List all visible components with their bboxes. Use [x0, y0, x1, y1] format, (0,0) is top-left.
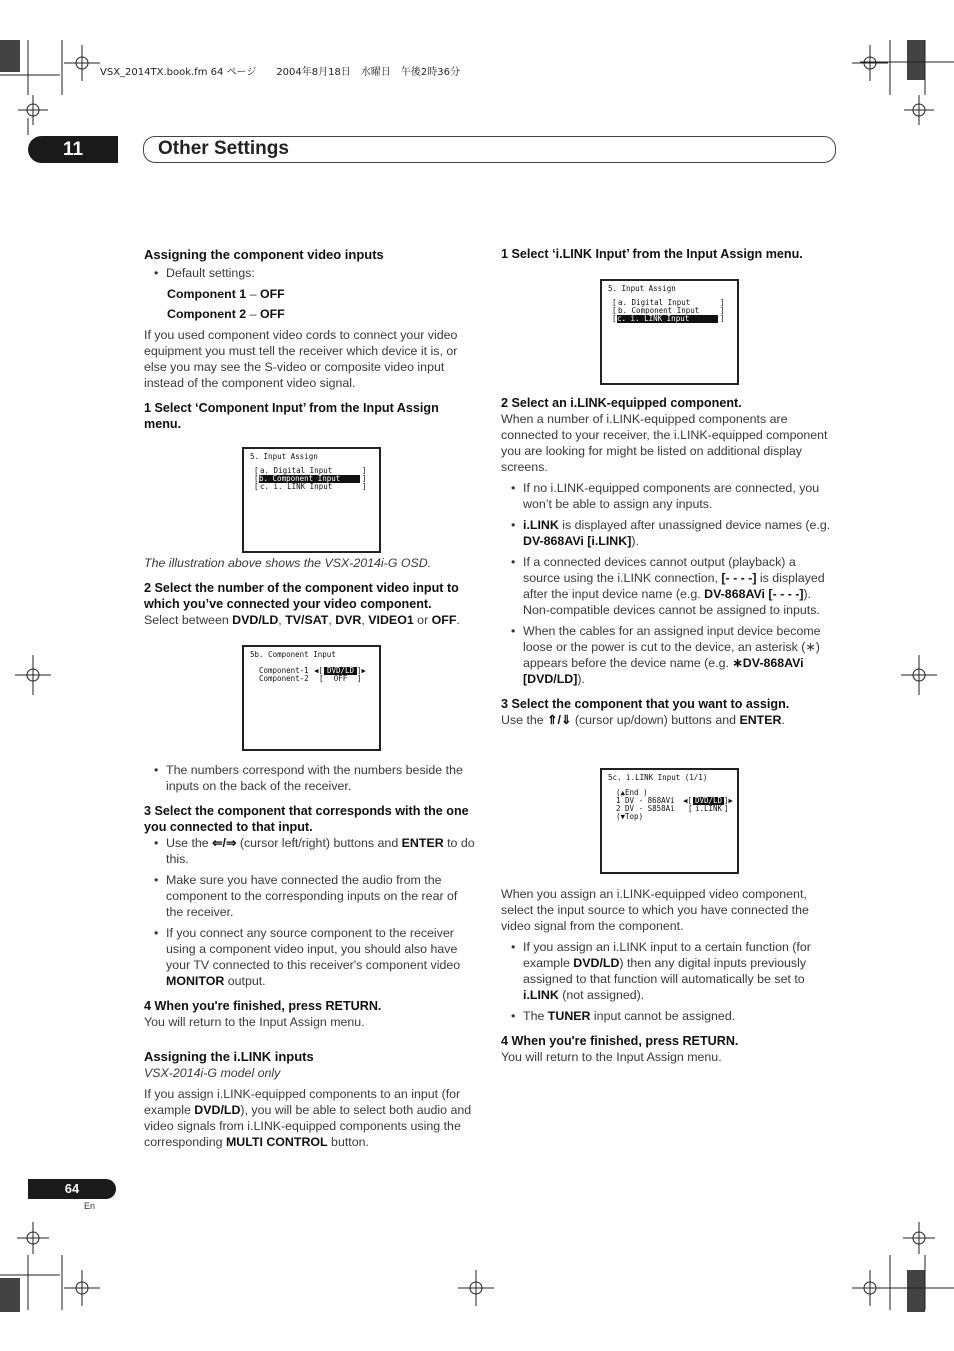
osd4-top: (▼Top) [616, 812, 644, 821]
note-unassigned: • i.LINK is displayed after unassigned device names (e.g. DV-868AVi [i.LINK]). [501, 517, 834, 549]
note-loose-cable: • When the cables for an assigned input device become loose or the power is cut to the device, an asterisk (∗) appears before the device name (e.g. ∗DV-868AVi [DVD/LD]). [501, 623, 834, 687]
right-column-2 [501, 395, 834, 728]
osd3-title: 5. Input Assign [608, 284, 676, 293]
left-column-3 [144, 762, 477, 1150]
component2-default: Component 2 – OFF [167, 307, 285, 321]
osd2-row1-label: Component-1 [259, 666, 309, 675]
right-column-3 [501, 886, 834, 1065]
osd-caption: The illustration above shows the VSX-2014i-G OSD. [144, 556, 432, 570]
step4-right-text: You will return to the Input Assign menu. [501, 1050, 722, 1064]
osd4-title: 5c. i.LINK Input (1/1) [608, 773, 708, 782]
default-settings-list [144, 265, 477, 281]
osd-component-input: 5b. Component Input Component-1 ◀[ DVD/LD ]▶ Component-2 [ OFF ] [242, 645, 381, 751]
osd2-row1-value: DVD/LD [324, 667, 357, 675]
osd4-row2: 2 DV - S858Ai [616, 804, 675, 813]
note-tuner: • The TUNER input cannot be assigned. [501, 1008, 834, 1024]
note-no-components: • If no i.LINK-equipped components are connected, you won’t be able to assign any inputs. [501, 480, 834, 512]
osd4-row1-value: DVD/LD [694, 796, 723, 805]
osd-ilink-input: 5c. i.LINK Input (1/1) (▲End ) 1 DV - 868AVi ◀[ DVD/LD ]▶ 2 DV - S858Ai [ i.LINK ] (▼Top) [600, 768, 739, 874]
step3-bullet-cursor: • Use the ⇐/⇒ (cursor left/right) buttons and ENTER to do this. [144, 835, 477, 867]
osd-input-assign-ilink: 5. Input Assign [ [ [ ] ] ] a. Digital Input b. Component Input c. i. LINK Input [600, 279, 739, 385]
osd3-item-ilink-selected: c. i. LINK Input [617, 315, 718, 323]
osd4-row1: 1 DV - 868AVi [616, 796, 675, 805]
default-settings-item: • Default settings: [144, 265, 477, 281]
step3-bullet-monitor: • If you connect any source component to the receiver using a component video input, you should also have your TV connected to this receiver's component video MONITOR output. [144, 925, 477, 989]
chapter-title: Other Settings [158, 138, 289, 159]
ilink-notes [501, 480, 834, 687]
section-heading-component: Assigning the component video inputs [144, 247, 384, 262]
osd-input-assign: 5. Input Assign [ [ [ ] ] ] a. Digital Input b. Component Input c. i. LINK Input [242, 447, 381, 553]
step4-right: 4 When you're finished, press RETURN. [501, 1034, 739, 1048]
step3-bullet-audio: • Make sure you have connected the audio from the component to the corresponding inputs on the rear of the receiver. [144, 872, 477, 920]
step1-left: 1 Select ‘Component Input’ from the Input Assign menu. [144, 401, 439, 431]
page-number: 64 [28, 1179, 116, 1199]
osd4-end: (▲End ) [616, 788, 648, 797]
chapter-number: 11 [28, 136, 118, 163]
step4-left-text: You will return to the Input Assign menu. [144, 1015, 365, 1029]
osd-item-component-selected: b. Component Input [259, 475, 360, 483]
left-column-2 [144, 555, 477, 628]
right-column [501, 246, 834, 262]
numbers-note-list [144, 762, 477, 794]
ilink-intro: If you assign i.LINK-equipped components to an input (for example DVD/LD), you will be able to select both audio and video signals from i.LINK-equipped components using the corresponding MULTI CONTROL button. [144, 1087, 472, 1149]
osd-item-digital: a. Digital Input [260, 466, 333, 475]
osd2-title: 5b. Component Input [250, 650, 336, 659]
after-assign-text: When you assign an i.LINK-equipped video component, select the input source to which you have connected the video signal from the component. [501, 887, 809, 933]
step1-right: 1 Select ‘i.LINK Input’ from the Input Assign menu. [501, 247, 803, 261]
osd4-row2-value: i.LINK [694, 804, 723, 813]
component-intro: If you used component video cords to connect your video equipment you must tell the receiver which device it is, or else you may see the S-video or composite video input instead of the component video signal. [144, 328, 458, 390]
print-header: VSX_2014TX.book.fm 64 ページ 2004年8月18日 水曜日 午後2時36分 [100, 67, 460, 78]
note-digital-inputs: • If you assign an i.LINK input to a certain function (for example DVD/LD) then any digital inputs previously assigned to that function will automatically be set to i.LINK (not assigned). [501, 939, 834, 1003]
step3-bullets [144, 835, 477, 989]
step3-right: 3 Select the component that you want to assign. [501, 697, 790, 711]
step2-left: 2 Select the number of the component video input to which you’ve connected your video component. [144, 581, 459, 611]
select-between: Select between DVD/LD, TV/SAT, DVR, VIDEO1 or OFF. [144, 613, 460, 627]
step2-right: 2 Select an i.LINK-equipped component. [501, 396, 742, 410]
step3-left: 3 Select the component that corresponds with the one you connected to that input. [144, 804, 469, 834]
osd2-row2-label: Component-2 [259, 674, 309, 683]
step3-right-text: Use the ⇑/⇓ (cursor up/down) buttons and ENTER. [501, 713, 785, 727]
osd-item-ilink: c. i. LINK Input [260, 482, 333, 491]
numbers-note: • The numbers correspond with the numbers beside the inputs on the back of the receiver. [144, 762, 477, 794]
component1-default: Component 1 – OFF [167, 287, 285, 301]
model-only-note: VSX-2014i-G model only [144, 1066, 281, 1080]
osd3-item-component: b. Component Input [618, 306, 700, 315]
assign-notes [501, 939, 834, 1024]
osd3-item-digital: a. Digital Input [618, 298, 691, 307]
page-language: En [84, 1201, 96, 1211]
osd2-row2-value: OFF [333, 674, 348, 683]
osd-title: 5. Input Assign [250, 452, 318, 461]
left-column [144, 246, 477, 432]
section-heading-ilink: Assigning the i.LINK inputs [144, 1049, 314, 1064]
note-cannot-output: • If a connected devices cannot output (playback) a source using the i.LINK connection, [- - - -] is displayed after the input device name (e.g. DV-868AVi [- - - -]). Non-compatible devices cannot be assigned to inputs. [501, 554, 834, 618]
step4-left: 4 When you're finished, press RETURN. [144, 999, 382, 1013]
step2-right-text: When a number of i.LINK-equipped components are connected to your receiver, the i.LINK-equipped component you are looking for might be listed on additional display screens. [501, 412, 828, 474]
